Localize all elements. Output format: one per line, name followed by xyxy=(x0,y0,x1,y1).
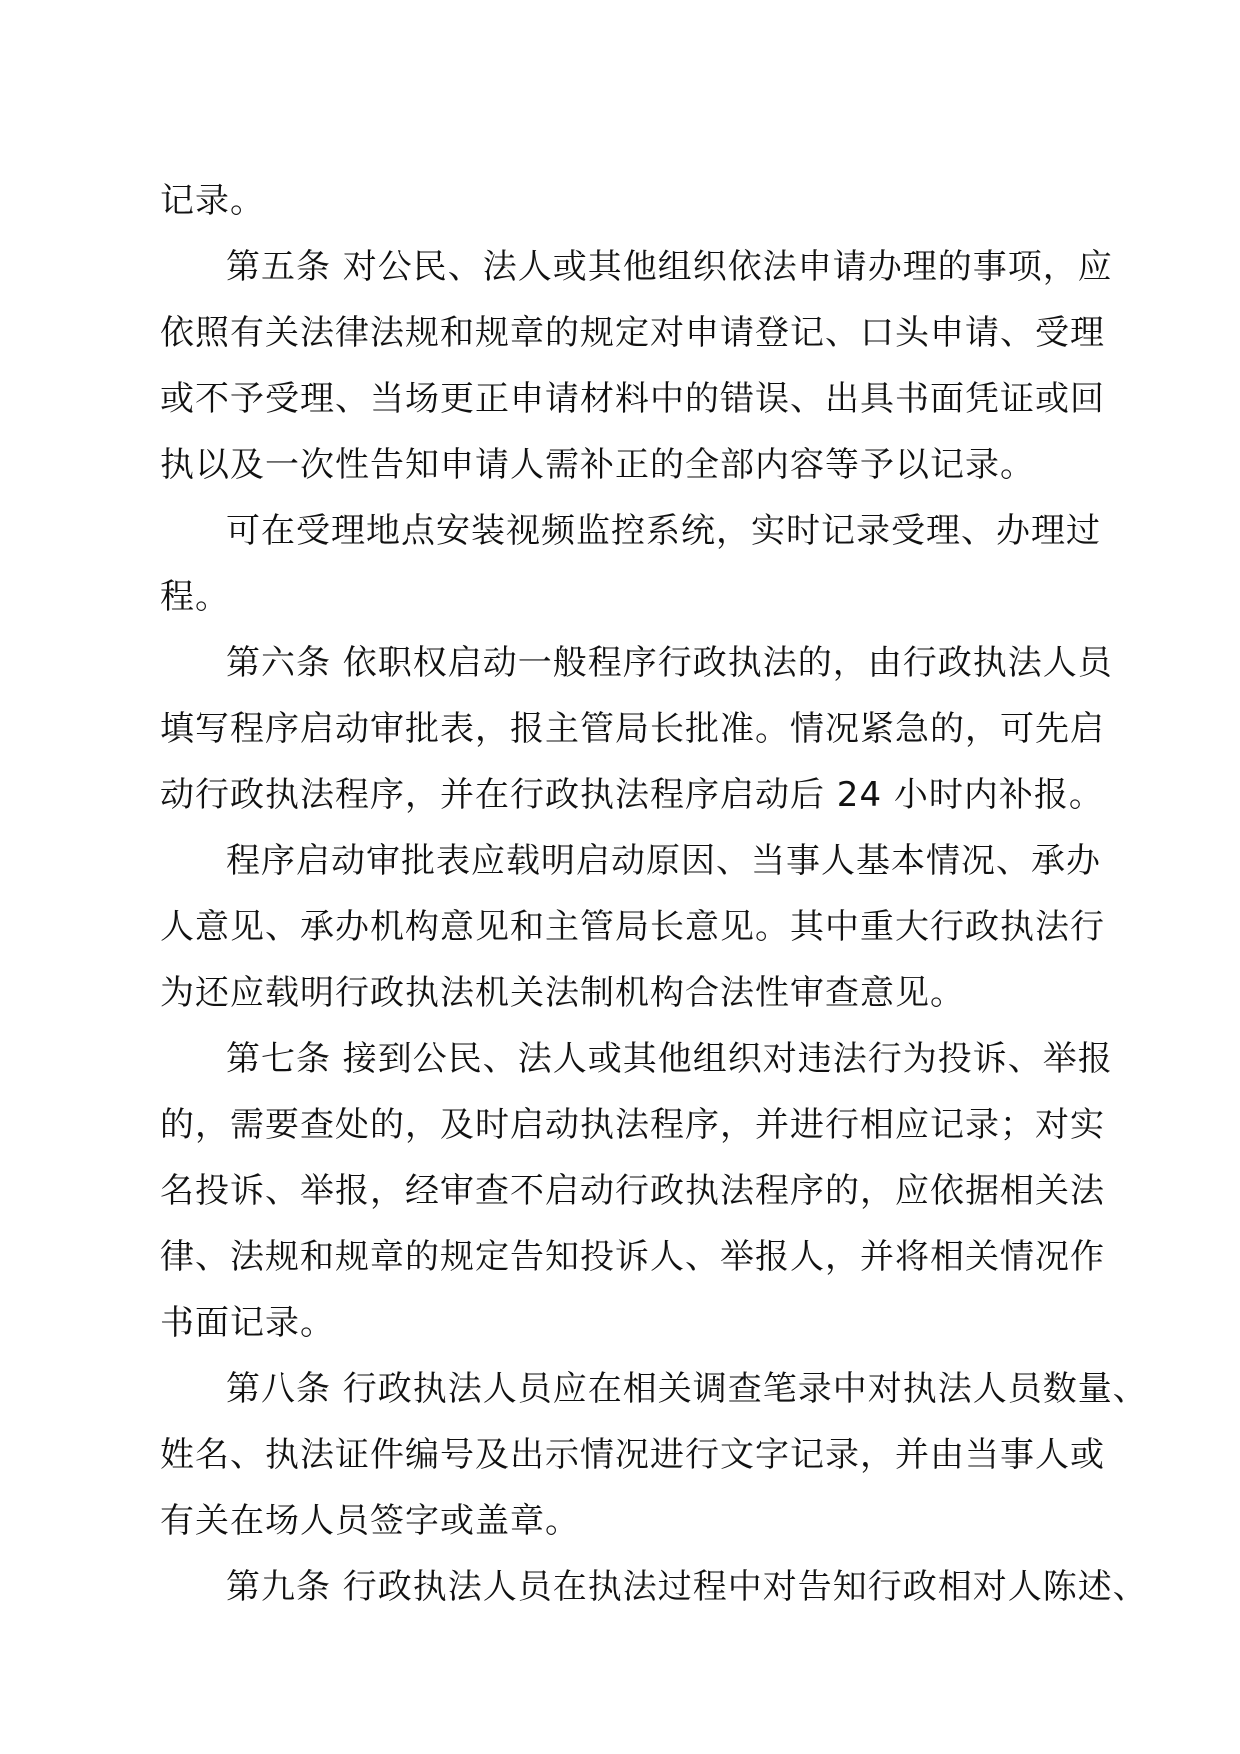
article-8-first-line: 第八条 行政执法人员应在相关调查笔录中对执法人员数量、 xyxy=(226,1369,1148,1409)
text-line: 姓名、执法证件编号及出示情况进行文字记录，并由当事人或 xyxy=(160,1435,1105,1475)
text-line: 律、法规和规章的规定告知投诉人、举报人，并将相关情况作 xyxy=(160,1237,1105,1277)
text-line: 动行政执法程序，并在行政执法程序启动后 24 小时内补报。 xyxy=(160,775,1104,815)
text-line: 填写程序启动审批表，报主管局长批准。情况紧急的，可先启 xyxy=(160,709,1105,749)
text-line: 为还应载明行政执法机关法制机构合法性审查意见。 xyxy=(160,973,965,1013)
text-line: 有关在场人员签字或盖章。 xyxy=(160,1501,580,1541)
article-7-first-line: 第七条 接到公民、法人或其他组织对违法行为投诉、举报 xyxy=(226,1039,1113,1079)
paragraph-first-line: 可在受理地点安装视频监控系统，实时记录受理、办理过 xyxy=(226,511,1101,551)
article-9-first-line: 第九条 行政执法人员在执法过程中对告知行政相对人陈述、 xyxy=(226,1567,1148,1607)
text-line: 执以及一次性告知申请人需补正的全部内容等予以记录。 xyxy=(160,445,1035,485)
text-line: 或不予受理、当场更正申请材料中的错误、出具书面凭证或回 xyxy=(160,379,1105,419)
text-line: 书面记录。 xyxy=(160,1303,335,1343)
article-5-first-line: 第五条 对公民、法人或其他组织依法申请办理的事项，应 xyxy=(226,247,1113,287)
text-line: 程。 xyxy=(160,577,230,617)
text-line: 记录。 xyxy=(160,181,265,221)
text-line: 人意见、承办机构意见和主管局长意见。其中重大行政执法行 xyxy=(160,907,1105,947)
paragraph-first-line: 程序启动审批表应载明启动原因、当事人基本情况、承办 xyxy=(226,841,1101,881)
text-line: 依照有关法律法规和规章的规定对申请登记、口头申请、受理 xyxy=(160,313,1105,353)
text-line: 名投诉、举报，经审查不启动行政执法程序的，应依据相关法 xyxy=(160,1171,1105,1211)
document-body xyxy=(160,168,1148,1620)
text-line: 的，需要查处的，及时启动执法程序，并进行相应记录；对实 xyxy=(160,1105,1105,1145)
article-6-first-line: 第六条 依职权启动一般程序行政执法的，由行政执法人员 xyxy=(226,643,1113,683)
